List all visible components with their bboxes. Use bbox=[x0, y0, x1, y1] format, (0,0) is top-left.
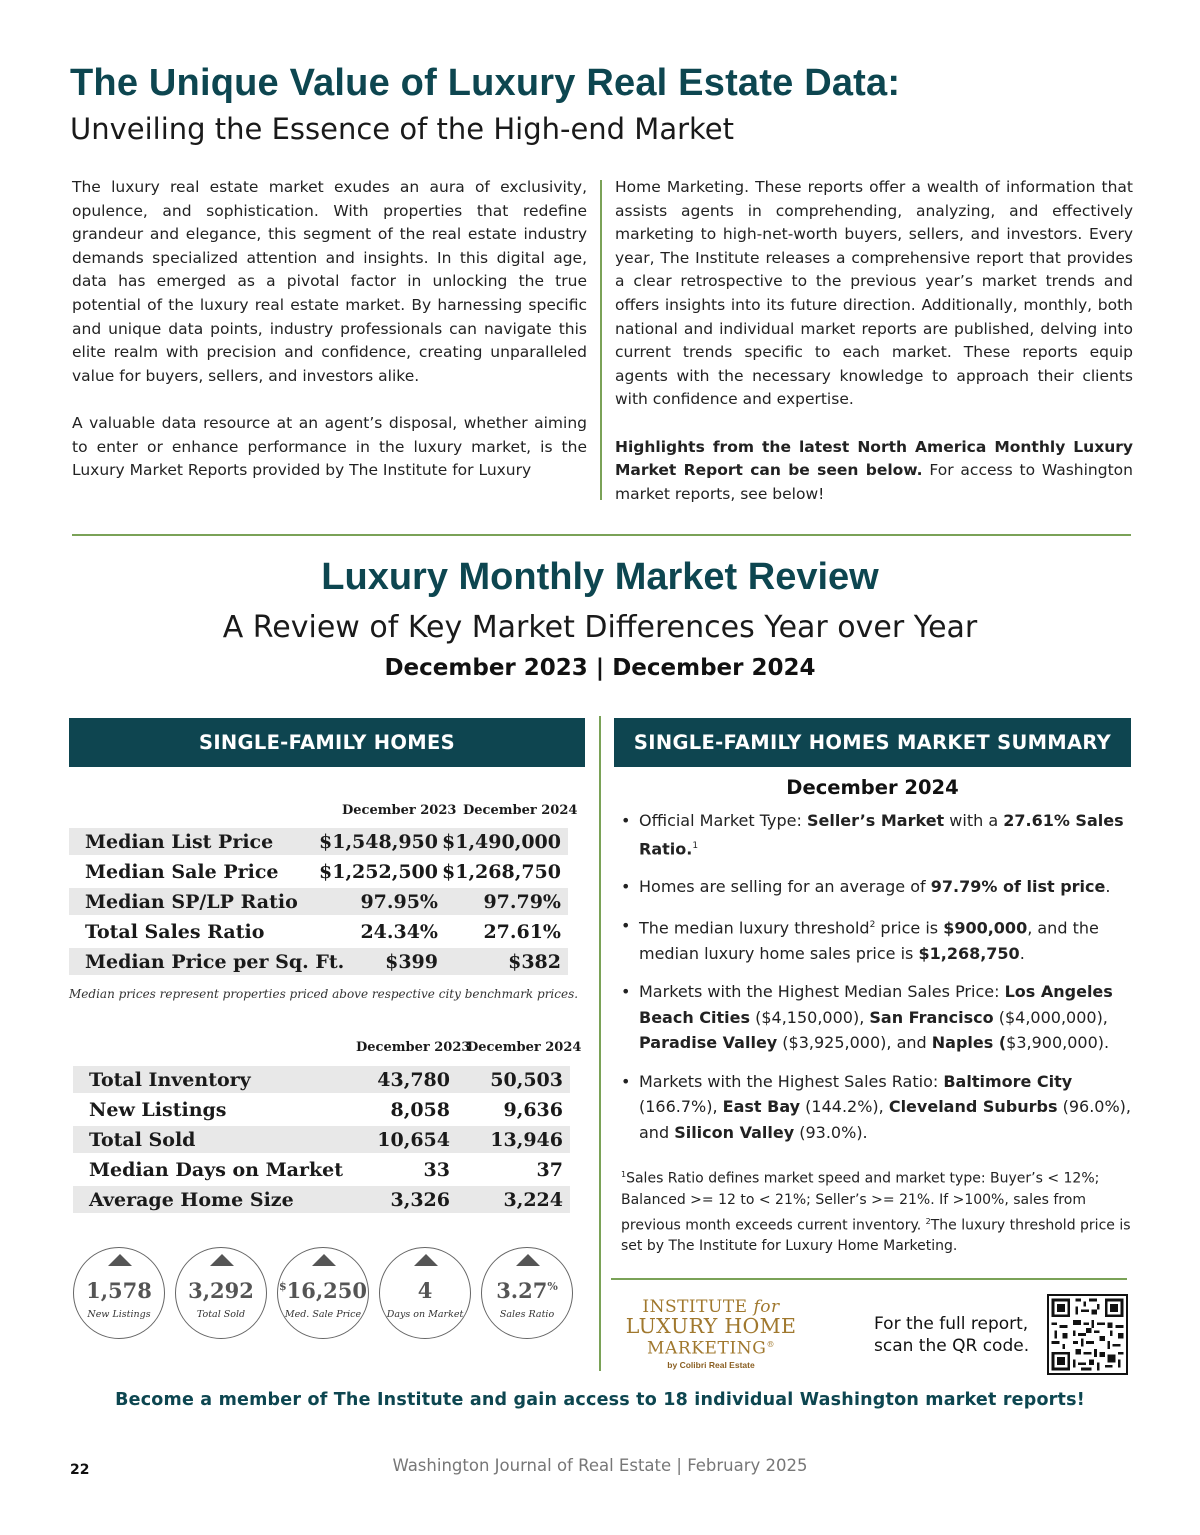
qr-instructions: For the full report, scan the QR code. bbox=[874, 1314, 1030, 1356]
row-label: Median Sale Price bbox=[85, 860, 279, 883]
list-item: • Official Market Type: Seller’s Market with a 27.61% Sales Ratio.$^1$ bbox=[621, 808, 1136, 861]
column-header: December 2024 bbox=[467, 1040, 582, 1055]
value-2024: 97.79% bbox=[483, 890, 561, 913]
logo-divider bbox=[611, 1278, 1127, 1280]
year-over-year-changes bbox=[73, 1247, 578, 1339]
value-2024: 50,503 bbox=[490, 1068, 563, 1091]
change-caption: Days on Market bbox=[386, 1309, 464, 1320]
table-row bbox=[73, 1186, 570, 1213]
value-2024: 9,636 bbox=[503, 1098, 563, 1121]
review-dates: December 2023 | December 2024 bbox=[384, 655, 816, 681]
intro-left-column bbox=[72, 176, 587, 483]
summary-list bbox=[621, 808, 1136, 1158]
up-arrow-icon bbox=[516, 1254, 540, 1266]
intro-highlight-paragraph bbox=[615, 436, 1133, 507]
intro-paragraph: The luxury real estate market exudes an aura of exclusivity, opulence, and sophistication. With properties that redefine grandeur and elegance, this segment of the real estate industry demands specialized attention and insights. In this digital age, data has emerged as a pivotal factor in unlocking the true potential of the luxury real estate market. By harnessing specific and unique data points, industry professionals can navigate this elite realm with precision and confidence, creating unparalleled value for buyers, sellers, and investors alike. bbox=[72, 178, 587, 385]
list-item: • Homes are selling for an average of 97.79% of list price. bbox=[621, 874, 1136, 900]
change-value: $16,250 bbox=[278, 1278, 368, 1303]
price-metrics-table bbox=[69, 800, 578, 980]
list-item: • Markets with the Highest Median Sales Price: Los Angeles Beach Cities ($4,150,000), San Francisco ($4,000,000), Paradise Valley ($3,925,000), and Naples ($3,900,000). bbox=[621, 979, 1136, 1056]
table-row bbox=[73, 1126, 570, 1153]
review-title: Luxury Monthly Market Review bbox=[321, 556, 879, 598]
value-2023: $1,252,500 bbox=[319, 860, 438, 883]
up-arrow-icon bbox=[210, 1254, 234, 1266]
institute-logo: INSTITUTE for LUXURY HOME MARKETING® by Colibri Real Estate bbox=[625, 1297, 797, 1370]
value-2024: $1,268,750 bbox=[442, 860, 561, 883]
table-row bbox=[73, 1156, 570, 1183]
value-2023: $399 bbox=[385, 950, 438, 973]
inventory-metrics-table bbox=[73, 1037, 582, 1217]
value-2023: 8,058 bbox=[390, 1098, 450, 1121]
summary-footnote: $^1$Sales Ratio defines market speed and market type: Buyer’s < 12%; Balanced >= 12 to < 21%; Seller’s >= 21%. If >100%, sales from previous month exceeds current inventory. $^2$The luxury threshold price is set by The Institute for Luxury Home Marketing. bbox=[621, 1170, 1131, 1255]
value-2024: 37 bbox=[536, 1158, 563, 1181]
review-subtitle: A Review of Key Market Differences Year over Year bbox=[222, 610, 978, 645]
membership-cta: Become a member of The Institute and gain access to 18 individual Washington market reports! bbox=[115, 1390, 1085, 1410]
value-2023: 24.34% bbox=[360, 920, 438, 943]
market-summary-header: SINGLE-FAMILY HOMES MARKET SUMMARY bbox=[614, 718, 1131, 767]
intro-paragraph: Home Marketing. These reports offer a wealth of information that assists agents in comprehending, analyzing, and effectively marketing to high-net-worth buyers, sellers, and investors. Every year, The Institute releases a comprehensive report that provides a clear retrospective to the previous year’s market trends and offers insights into its future direction. Additionally, monthly, both national and individual market reports are published, delving into current trends specific to each market. These reports equip agents with the necessary knowledge to approach their clients with confidence and expertise. bbox=[615, 178, 1133, 409]
value-2024: 13,946 bbox=[490, 1128, 563, 1151]
up-arrow-icon bbox=[108, 1254, 132, 1266]
highlight-bold-text: Highlights from the latest North America Monthly Luxury Market Report can be seen below. bbox=[615, 437, 1133, 480]
value-2024: $382 bbox=[508, 950, 561, 973]
row-label: Total Sales Ratio bbox=[85, 920, 265, 943]
value-2024: 3,224 bbox=[503, 1188, 563, 1211]
highlight-text: For access to Washington market reports, see below! bbox=[615, 461, 1133, 503]
value-2024: $1,490,000 bbox=[442, 830, 561, 853]
row-label: Median SP/LP Ratio bbox=[85, 890, 298, 913]
change-caption: New Listings bbox=[87, 1309, 151, 1320]
column-header: December 2023 bbox=[356, 1040, 471, 1055]
change-new-listings bbox=[73, 1247, 165, 1339]
row-label: Median List Price bbox=[85, 830, 274, 853]
value-2023: 10,654 bbox=[377, 1128, 450, 1151]
column-header: December 2024 bbox=[463, 803, 578, 818]
single-family-homes-header: SINGLE-FAMILY HOMES bbox=[69, 718, 585, 767]
table-row bbox=[69, 858, 568, 885]
row-label: New Listings bbox=[89, 1098, 227, 1121]
column-header: December 2023 bbox=[342, 803, 457, 818]
row-label: Median Price per Sq. Ft. bbox=[85, 950, 345, 973]
page-title: The Unique Value of Luxury Real Estate Data: bbox=[70, 62, 901, 104]
list-item: • Markets with the Highest Sales Ratio: Baltimore City (166.7%), East Bay (144.2%), Cleveland Suburbs (96.0%), and Silicon Valley (93.0%). bbox=[621, 1069, 1136, 1146]
page-subtitle: Unveiling the Essence of the High-end Market bbox=[70, 112, 734, 146]
change-caption: Sales Ratio bbox=[499, 1309, 555, 1320]
value-2024: 27.61% bbox=[483, 920, 561, 943]
change-total-sold bbox=[175, 1247, 267, 1339]
row-label: Total Inventory bbox=[89, 1068, 251, 1091]
value-2023: 3,326 bbox=[390, 1188, 450, 1211]
change-value: 1,578 bbox=[86, 1278, 152, 1303]
change-sales-ratio bbox=[481, 1247, 573, 1339]
change-days-on-market bbox=[379, 1247, 471, 1339]
row-label: Average Home Size bbox=[89, 1188, 294, 1211]
change-value: 3.27% bbox=[496, 1278, 558, 1303]
change-caption: Total Sold bbox=[196, 1309, 246, 1320]
value-2023: 33 bbox=[423, 1158, 450, 1181]
summary-date: December 2024 bbox=[786, 776, 959, 799]
up-arrow-icon bbox=[414, 1254, 438, 1266]
table-row bbox=[69, 918, 568, 945]
table-note: Median prices represent properties priced above respective city benchmark prices. bbox=[69, 987, 579, 1001]
row-label: Total Sold bbox=[89, 1128, 196, 1151]
panel-divider bbox=[599, 716, 601, 1371]
table-row bbox=[73, 1066, 570, 1093]
list-item: • The median luxury threshold$^2$ price is $900,000, and the median luxury home sales price is $1,268,750. bbox=[621, 913, 1136, 966]
change-value: 3,292 bbox=[188, 1278, 254, 1303]
value-2023: 43,780 bbox=[377, 1068, 450, 1091]
value-2023: 97.95% bbox=[360, 890, 438, 913]
up-arrow-icon bbox=[312, 1254, 336, 1266]
section-divider bbox=[72, 534, 1131, 536]
table-row bbox=[73, 1096, 570, 1123]
table-row bbox=[69, 828, 568, 855]
intro-paragraph: A valuable data resource at an agent’s disposal, whether aiming to enter or enhance performance in the luxury market, is the Luxury Market Reports provided by The Institute for Luxury bbox=[72, 413, 587, 480]
change-caption: Med. Sale Price bbox=[284, 1309, 362, 1320]
row-label: Median Days on Market bbox=[89, 1158, 343, 1181]
page-footer: Washington Journal of Real Estate | February 2025 bbox=[392, 1456, 808, 1475]
change-value: 4 bbox=[417, 1278, 433, 1303]
page-number: 22 bbox=[70, 1462, 90, 1478]
column-divider bbox=[600, 180, 602, 500]
table-row bbox=[69, 948, 568, 975]
value-2023: $1,548,950 bbox=[319, 830, 438, 853]
change-median-sale-price bbox=[277, 1247, 369, 1339]
intro-right-column bbox=[615, 176, 1133, 506]
table-row bbox=[69, 888, 568, 915]
qr-code-icon[interactable] bbox=[1047, 1294, 1128, 1375]
